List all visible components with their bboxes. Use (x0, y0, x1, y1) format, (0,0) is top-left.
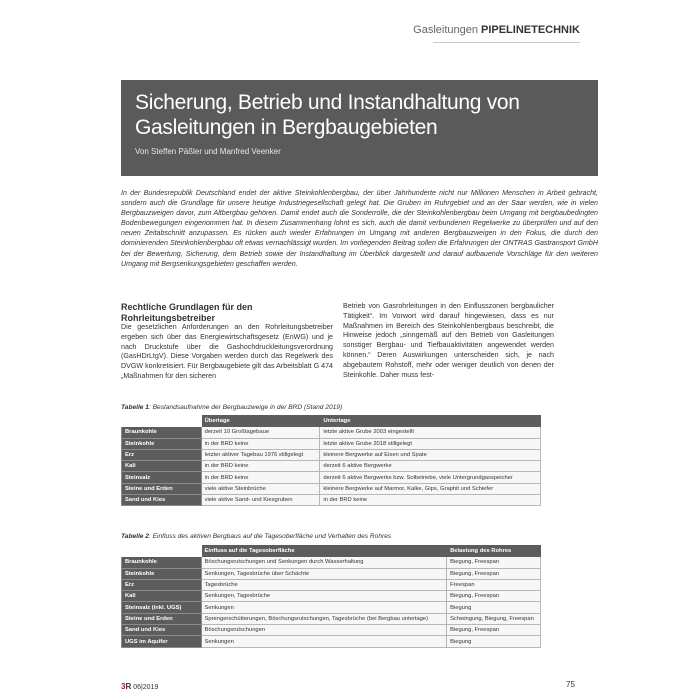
table-cell: Biegung, Freespan (447, 557, 541, 568)
journal-logo (121, 682, 131, 691)
table-cell: Biegung, Freespan (447, 591, 541, 602)
row-header: Braunkohle (122, 427, 202, 438)
table-cell: Böschungsrutschungen (201, 625, 447, 636)
table-cell: Tagesbrüche (201, 579, 447, 590)
row-header: Erz (122, 579, 202, 590)
table-row (122, 472, 541, 483)
table-cell: viele aktive Steinbrüche (201, 483, 320, 494)
table-cell: Senkungen (201, 636, 447, 647)
body-column-left: Die gesetzlichen Anforderungen an den Rohrleitungsbetreiber ergeben sich über das Energiewirtschaftsgesetz (EnWG) und je nach Druckstufe über die Gashochdruckleitungsverordnung (GasHDrLtgV). Diese Vorgaben werden durch das Regelwerk des DVGW konkretisiert. Für Bergbaugebiete gilt das Arbeitsblatt G 474 „Maßnahmen für den sicheren (121, 323, 333, 380)
table-cell: Senkungen, Tagesbrüche über Schächte (201, 568, 447, 579)
table-cell: in der BRD keine (320, 495, 541, 506)
table-row (122, 591, 541, 602)
article-title (135, 90, 584, 140)
table2-header-cell: Belastung des Rohres (447, 546, 541, 557)
row-header: Steinsalz (122, 472, 202, 483)
table-cell: Schwingung, Biegung, Freespan (447, 613, 541, 624)
journal-logo-number: 3 (121, 682, 126, 691)
table-cell: Biegung (447, 602, 541, 613)
running-head (413, 24, 580, 36)
table-row (122, 495, 541, 506)
table-cell: derzeit 6 aktive Bergwerke bzw. Solbetriebe, viele Untergrundgasspeicher (320, 472, 541, 483)
table-row (122, 427, 541, 438)
table-cell: Senkungen (201, 602, 447, 613)
row-header: Steine und Erden (122, 613, 202, 624)
article-lead: In der Bundesrepublik Deutschland endet der aktive Steinkohlenbergbau, der über Jahrhunderte nicht nur Millionen Menschen in Arbeit gebracht, sondern auch die Grundlage für unsere heutige Industriegesellschaft gelegt hat. Die Gruben im Ruhrgebiet und an der Saar werden, wie in vielen Bergbauzweigen davor, zum Altbergbau gehören. Damit endet auch die Sonderrolle, die der Steinkohlenbergbau beim Umgang mit bergbaubedingten Bodenbewegungen eingenommen hat. In diesem Zusammenhang lohnt es sich, auch die damit verbundenen Regelwerke zu überprüfen und auf den neuen Zeitabschnitt anzupassen. Es rücken auch wieder Erfahrungen im Umgang mit anderen Bergbauzweigen in den Fokus, die durch den dominierenden Steinkohlenbergbau oft etwas vernachlässigt wurden. Im vorliegenden Beitrag sollen die Erfahrungen der ONTRAS Gastransport GmbH bei der Bewertung, Sicherung, dem Betrieb sowie der Instandhaltung im Überblick dargestellt und darauf aufbauende Vorschläge für den weiteren Umgang mit Bergsenkungsgebieten geschaffen werden. (121, 189, 598, 268)
table1-header-cell: Untertage (320, 416, 541, 427)
header-divider (433, 42, 580, 43)
issue-number: 06|2019 (133, 684, 159, 691)
table-cell: letzte aktive Grube 2003 eingestellt (320, 427, 541, 438)
table1-header-cell: Übertage (201, 416, 320, 427)
table1-header-row (122, 416, 541, 427)
table-2 (121, 545, 541, 648)
row-header: Kali (122, 461, 202, 472)
table2-caption-text: : Einfluss des aktiven Bergbaus auf die Tagesoberfläche und Verhalten des Rohres (148, 533, 392, 540)
table-row (122, 636, 541, 647)
table-cell: kleinere Bergwerke auf Eisen und Spate (320, 449, 541, 460)
article-title-line-1: Sicherung, Betrieb und Instandhaltung von (135, 91, 520, 114)
table-row (122, 602, 541, 613)
table-cell: letzte aktive Grube 2018 stillgelegt (320, 438, 541, 449)
row-header: Steinkohle (122, 568, 202, 579)
table1-caption-text: : Bestandsaufnahme der Bergbauzweige in der BRD (Stand 2019) (148, 404, 343, 411)
table-cell: in der BRD keine (201, 438, 320, 449)
table-1 (121, 415, 541, 506)
table-row (122, 483, 541, 494)
table2-caption (121, 533, 391, 540)
table-row (122, 449, 541, 460)
table-cell: in der BRD keine (201, 461, 320, 472)
table-cell: letzter aktiver Tagebau 1976 stillgelegt (201, 449, 320, 460)
section-heading: Rechtliche Grundlagen für den Rohrleitungsbetreiber (121, 302, 253, 323)
row-header: Steine und Erden (122, 483, 202, 494)
table1-caption (121, 404, 342, 411)
table-cell: kleinere Bergwerke auf Marmor, Kalke, Gips, Graphit und Schiefer (320, 483, 541, 494)
table-row (122, 613, 541, 624)
article-authors: Von Steffen Päßler und Manfred Veenker (135, 147, 281, 156)
title-banner (121, 80, 598, 176)
row-header: Kali (122, 591, 202, 602)
table2-header-corner (122, 546, 202, 557)
row-header: Sand und Kies (122, 495, 202, 506)
row-header: UGS im Aquifer (122, 636, 202, 647)
table1-header-corner (122, 416, 202, 427)
table-cell: derzeit 6 aktive Bergwerke (320, 461, 541, 472)
table-cell: viele aktive Sand- und Kiesgruben (201, 495, 320, 506)
journal-logo-letter: R (125, 682, 132, 691)
table2-header-cell: Einfluss auf die Tagesoberfläche (201, 546, 447, 557)
article-title-line-2: Gasleitungen in Bergbaugebieten (135, 116, 438, 139)
table-cell: Biegung, Freespan (447, 568, 541, 579)
table-row (122, 625, 541, 636)
page-number: 75 (566, 680, 575, 689)
running-head-section: PIPELINETECHNIK (480, 24, 580, 36)
table-cell: Freespan (447, 579, 541, 590)
table-cell: in der BRD keine (201, 472, 320, 483)
table-row (122, 568, 541, 579)
table-row (122, 461, 541, 472)
table1-caption-label: Tabelle 1 (121, 404, 149, 411)
table2-caption-label: Tabelle 2 (121, 533, 149, 540)
table-row (122, 557, 541, 568)
table-cell: Sprengerschütterungen, Böschungsrutschungen, Tagesbrüche (bei Bergbau untertage) (201, 613, 447, 624)
footer-publication (121, 682, 158, 691)
row-header: Sand und Kies (122, 625, 202, 636)
body-column-right: Betrieb von Gasrohrleitungen in den Einflusszonen bergbaulicher Tätigkeit“. Im Vorwort wird darauf hingewiesen, dass es nur Maßnahmen im Bereich des Steinkohlenbergbaus beschreibt, die Hinweise jedoch „sinngemäß auf den Betrieb von Gasleitungen sonstiger Bergbau- und Tiefbauaktivitäten angewendet werden können.“ Deren Auswirkungen unterscheiden sich, je nach abgebautem Rohstoff, mehr oder weniger deutlich von denen der Steinkohle. Daher muss fest- (343, 302, 554, 379)
running-head-category: Gasleitungen (413, 24, 478, 36)
table-cell: Böschungsrutschungen und Senkungen durch Wasserhaltung (201, 557, 447, 568)
row-header: Braunkohle (122, 557, 202, 568)
table-cell: Biegung, Freespan (447, 625, 541, 636)
table-cell: Biegung (447, 636, 541, 647)
row-header: Steinkohle (122, 438, 202, 449)
table-cell: Senkungen, Tagesbrüche (201, 591, 447, 602)
row-header: Erz (122, 449, 202, 460)
table-row (122, 579, 541, 590)
table-row (122, 438, 541, 449)
table2-header-row (122, 546, 541, 557)
row-header: Steinsalz (inkl. UGS) (122, 602, 202, 613)
table-cell: derzeit 10 Großtagebaue (201, 427, 320, 438)
